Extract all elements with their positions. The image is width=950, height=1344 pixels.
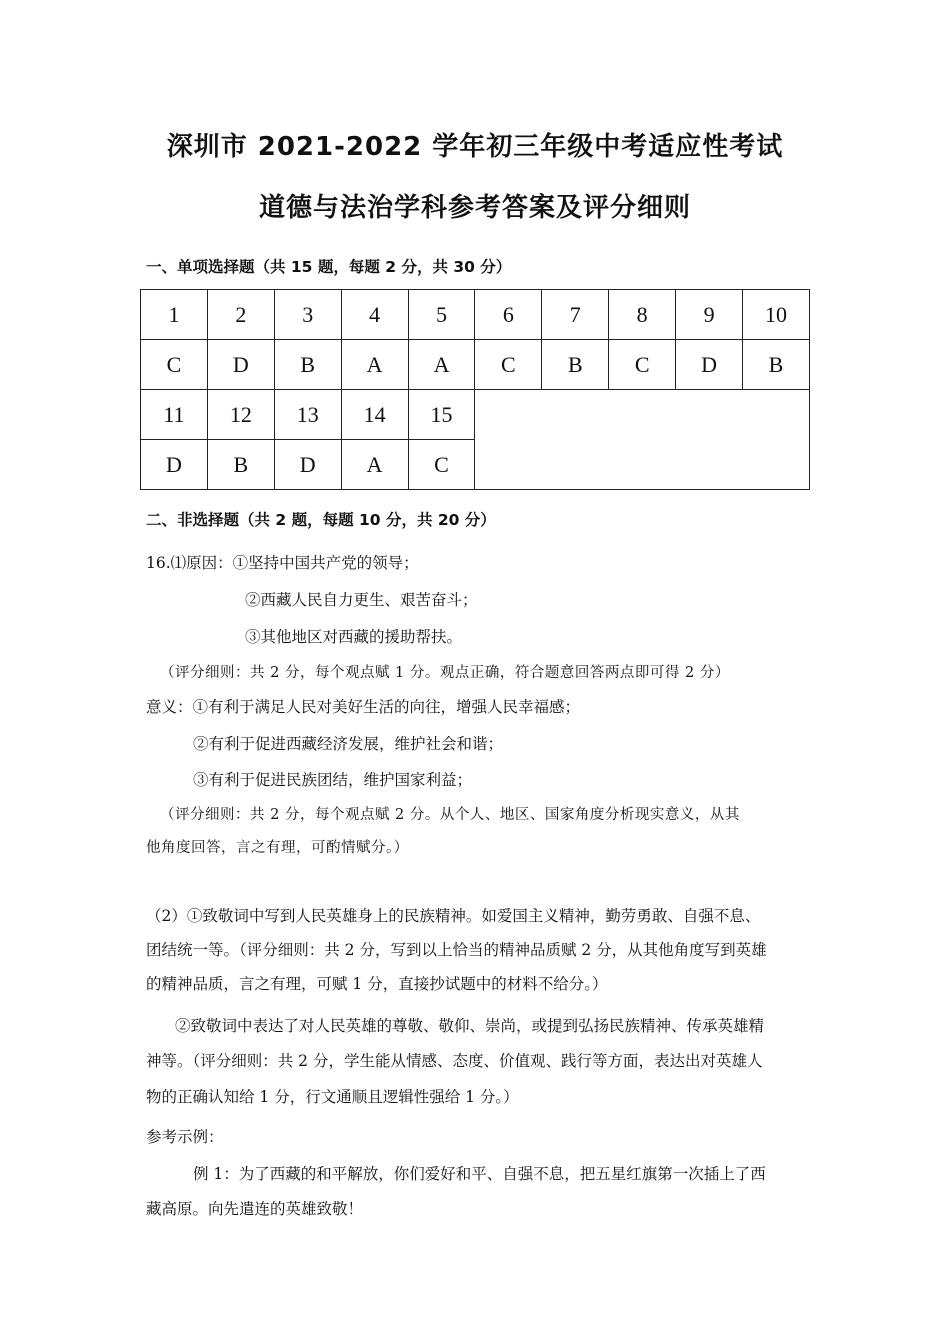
answer-cell: B bbox=[542, 340, 609, 390]
section1-heading: 一、单项选择题（共 15 题，每题 2 分，共 30 分） bbox=[146, 258, 512, 276]
answer-cell: D bbox=[141, 440, 208, 490]
blank-cell bbox=[475, 390, 810, 490]
answer-cell: A bbox=[341, 340, 408, 390]
question-number-cell: 9 bbox=[676, 290, 743, 340]
answer-cell: C bbox=[141, 340, 208, 390]
question-number-cell: 2 bbox=[207, 290, 274, 340]
question-number-cell: 6 bbox=[475, 290, 542, 340]
answer-cell: C bbox=[609, 340, 676, 390]
q16-part2-line-3: 的精神品质，言之有理，可赋 1 分，直接抄试题中的材料不给分。） bbox=[146, 975, 608, 993]
page-title-line1: 深圳市 2021-2022 学年初三年级中考适应性考试 bbox=[166, 132, 784, 162]
question-number-cell: 11 bbox=[141, 390, 208, 440]
example-label: 参考示例： bbox=[146, 1128, 224, 1146]
question-number-cell: 8 bbox=[609, 290, 676, 340]
q16-reason-3: ③其他地区对西藏的援助帮扶。 bbox=[245, 628, 463, 646]
question-number-cell: 15 bbox=[408, 390, 475, 440]
answer-cell: B bbox=[274, 340, 341, 390]
q16-meaning-2: ②有利于促进西藏经济发展，维护社会和谐； bbox=[193, 735, 504, 753]
example-1-line-2: 藏高原。向先遣连的英雄致敬！ bbox=[146, 1200, 364, 1218]
question-number-cell: 12 bbox=[207, 390, 274, 440]
answer-table-row bbox=[141, 340, 810, 390]
answer-cell: D bbox=[676, 340, 743, 390]
answer-cell: D bbox=[274, 440, 341, 490]
q16-meaning-note-2: 他角度回答，言之有理，可酌情赋分。） bbox=[146, 840, 409, 856]
answer-cell: A bbox=[341, 440, 408, 490]
answer-cell: B bbox=[743, 340, 810, 390]
q16-part2-line-5: 神等。（评分细则：共 2 分，学生能从情感、态度、价值观、践行等方面，表达出对英雄人 bbox=[146, 1052, 763, 1070]
question-number-cell: 10 bbox=[743, 290, 810, 340]
answer-cell: C bbox=[408, 440, 475, 490]
q16-meaning-3: ③有利于促进民族团结，维护国家利益； bbox=[193, 771, 473, 789]
q16-part2-line-2: 团结统一等。（评分细则：共 2 分，写到以上恰当的精神品质赋 2 分，从其他角度写到英雄 bbox=[146, 941, 767, 959]
answer-cell: C bbox=[475, 340, 542, 390]
question-number-cell: 7 bbox=[542, 290, 609, 340]
question-number-cell: 13 bbox=[274, 390, 341, 440]
q16-reason-1: 16.⑴原因：①坚持中国共产党的领导； bbox=[146, 554, 419, 572]
q16-meaning-1: 意义：①有利于满足人民对美好生活的向往，增强人民幸福感； bbox=[146, 698, 581, 716]
question-number-cell: 5 bbox=[408, 290, 475, 340]
question-number-cell: 14 bbox=[341, 390, 408, 440]
answer-table bbox=[140, 289, 810, 490]
question-number-cell: 1 bbox=[141, 290, 208, 340]
answer-table-row bbox=[141, 390, 810, 440]
example-1-line-1: 例 1：为了西藏的和平解放，你们爱好和平、自强不息，把五星红旗第一次插上了西 bbox=[193, 1165, 766, 1183]
answer-cell: D bbox=[207, 340, 274, 390]
answer-cell: B bbox=[207, 440, 274, 490]
answer-table-row bbox=[141, 290, 810, 340]
q16-part2-line-6: 物的正确认知给 1 分，行文通顺且逻辑性强给 1 分。） bbox=[146, 1088, 519, 1106]
q16-part2-line-4: ②致敬词中表达了对人民英雄的尊敬、敬仰、崇尚，或提到弘扬民族精神、传承英雄精 bbox=[175, 1017, 765, 1035]
section2-heading: 二、非选择题（共 2 题，每题 10 分，共 20 分） bbox=[146, 511, 496, 529]
question-number-cell: 3 bbox=[274, 290, 341, 340]
q16-part2-line-1: （2）①致敬词中写到人民英雄身上的民族精神。如爱国主义精神，勤劳勇敢、自强不息、 bbox=[146, 907, 761, 925]
question-number-cell: 4 bbox=[341, 290, 408, 340]
q16-reason-2: ②西藏人民自力更生、艰苦奋斗； bbox=[245, 591, 478, 609]
page-title-line2: 道德与法治学科参考答案及评分细则 bbox=[258, 193, 691, 223]
q16-reason-note: （评分细则：共 2 分，每个观点赋 1 分。观点正确，符合题意回答两点即可得 2 分） bbox=[160, 665, 730, 681]
q16-meaning-note-1: （评分细则：共 2 分，每个观点赋 2 分。从个人、地区、国家角度分析现实意义，从其 bbox=[160, 807, 740, 823]
answer-cell: A bbox=[408, 340, 475, 390]
